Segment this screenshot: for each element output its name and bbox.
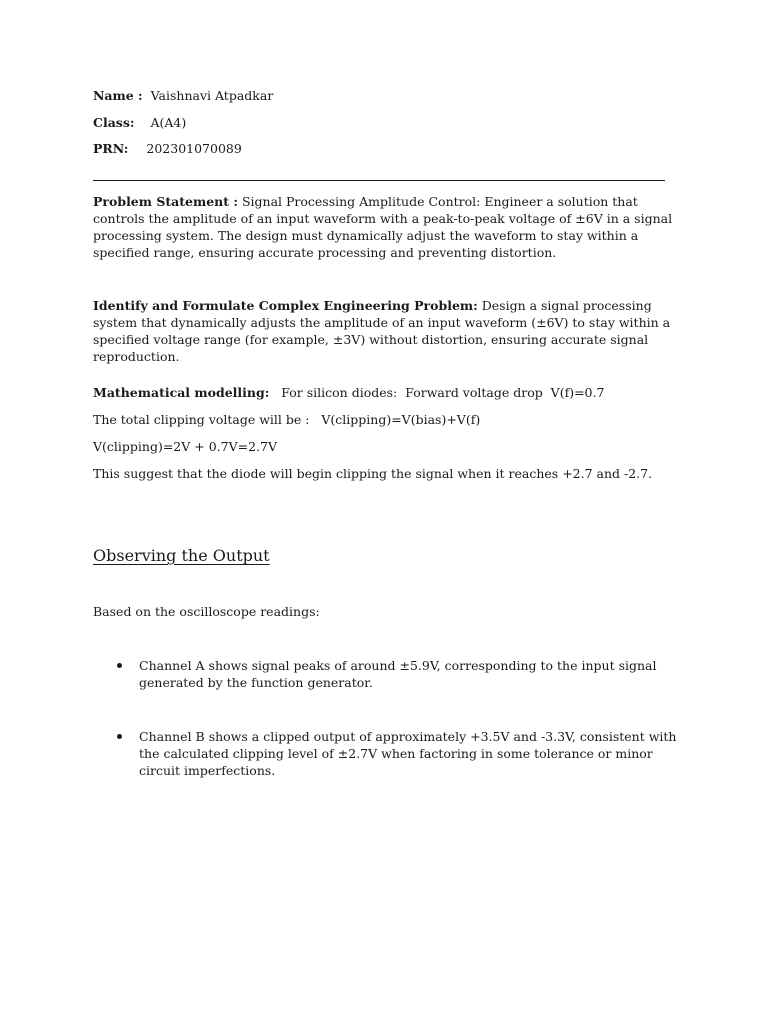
math-model-label: Mathematical modelling:	[93, 385, 270, 400]
clipping-conclusion: This suggest that the diode will begin clipping the signal when it reaches +2.7 and -2.7.	[93, 466, 653, 481]
math-model-row	[93, 384, 604, 401]
clipping-value: V(clipping)=2V + 0.7V=2.7V	[93, 439, 277, 454]
name-row	[93, 87, 273, 104]
class-row	[93, 114, 186, 131]
problem-statement-label: Problem Statement :	[93, 194, 238, 209]
complex-problem-text: Design a signal processing system that dynamically adjusts the amplitude of an input waveform (±6V) to stay within a specified voltage range (for example, ±3V) without distortion, ensuring accurate signal reproduction.	[93, 298, 671, 364]
name-value: Vaishnavi Atpadkar	[150, 88, 274, 103]
bullet-text-channel-a: Channel A shows signal peaks of around ±5.9V, corresponding to the input signal generated by the function generator.	[139, 658, 657, 690]
list-item	[93, 657, 683, 691]
separator-line	[93, 180, 665, 181]
name-label: Name :	[93, 88, 143, 103]
problem-statement-text: Signal Processing Amplitude Control: Engineer a solution that controls the amplitude of an input waveform with a peak-to-peak voltage of ±6V in a signal processing system. The design must dynamically adjust the waveform to stay within a specified range, ensuring accurate processing and preventing distortion.	[93, 194, 673, 260]
bullet-list	[93, 657, 683, 691]
bullet-list-2	[93, 728, 683, 779]
math-model-text: For silicon diodes: Forward voltage drop V(f)=0.7	[269, 385, 605, 400]
class-label: Class:	[93, 115, 135, 130]
complex-problem-label: Identify and Formulate Complex Engineering Problem:	[93, 298, 478, 313]
list-item	[93, 728, 683, 779]
clipping-formula: The total clipping voltage will be : V(clipping)=V(bias)+V(f)	[93, 412, 481, 427]
prn-label: PRN:	[93, 141, 129, 156]
bullet-dot-icon	[117, 663, 122, 668]
class-value: A(A4)	[150, 115, 187, 130]
prn-value: 202301070089	[146, 141, 242, 156]
output-heading: Observing the Output	[93, 546, 270, 565]
problem-statement	[93, 193, 673, 261]
output-intro: Based on the oscilloscope readings:	[93, 604, 320, 619]
bullet-dot-icon	[117, 734, 122, 739]
complex-problem	[93, 297, 673, 365]
bullet-text-channel-b: Channel B shows a clipped output of approximately +3.5V and -3.3V, consistent with the calculated clipping level of ±2.7V when factoring in some tolerance or minor circuit imperfections.	[139, 729, 677, 778]
prn-row	[93, 140, 242, 157]
